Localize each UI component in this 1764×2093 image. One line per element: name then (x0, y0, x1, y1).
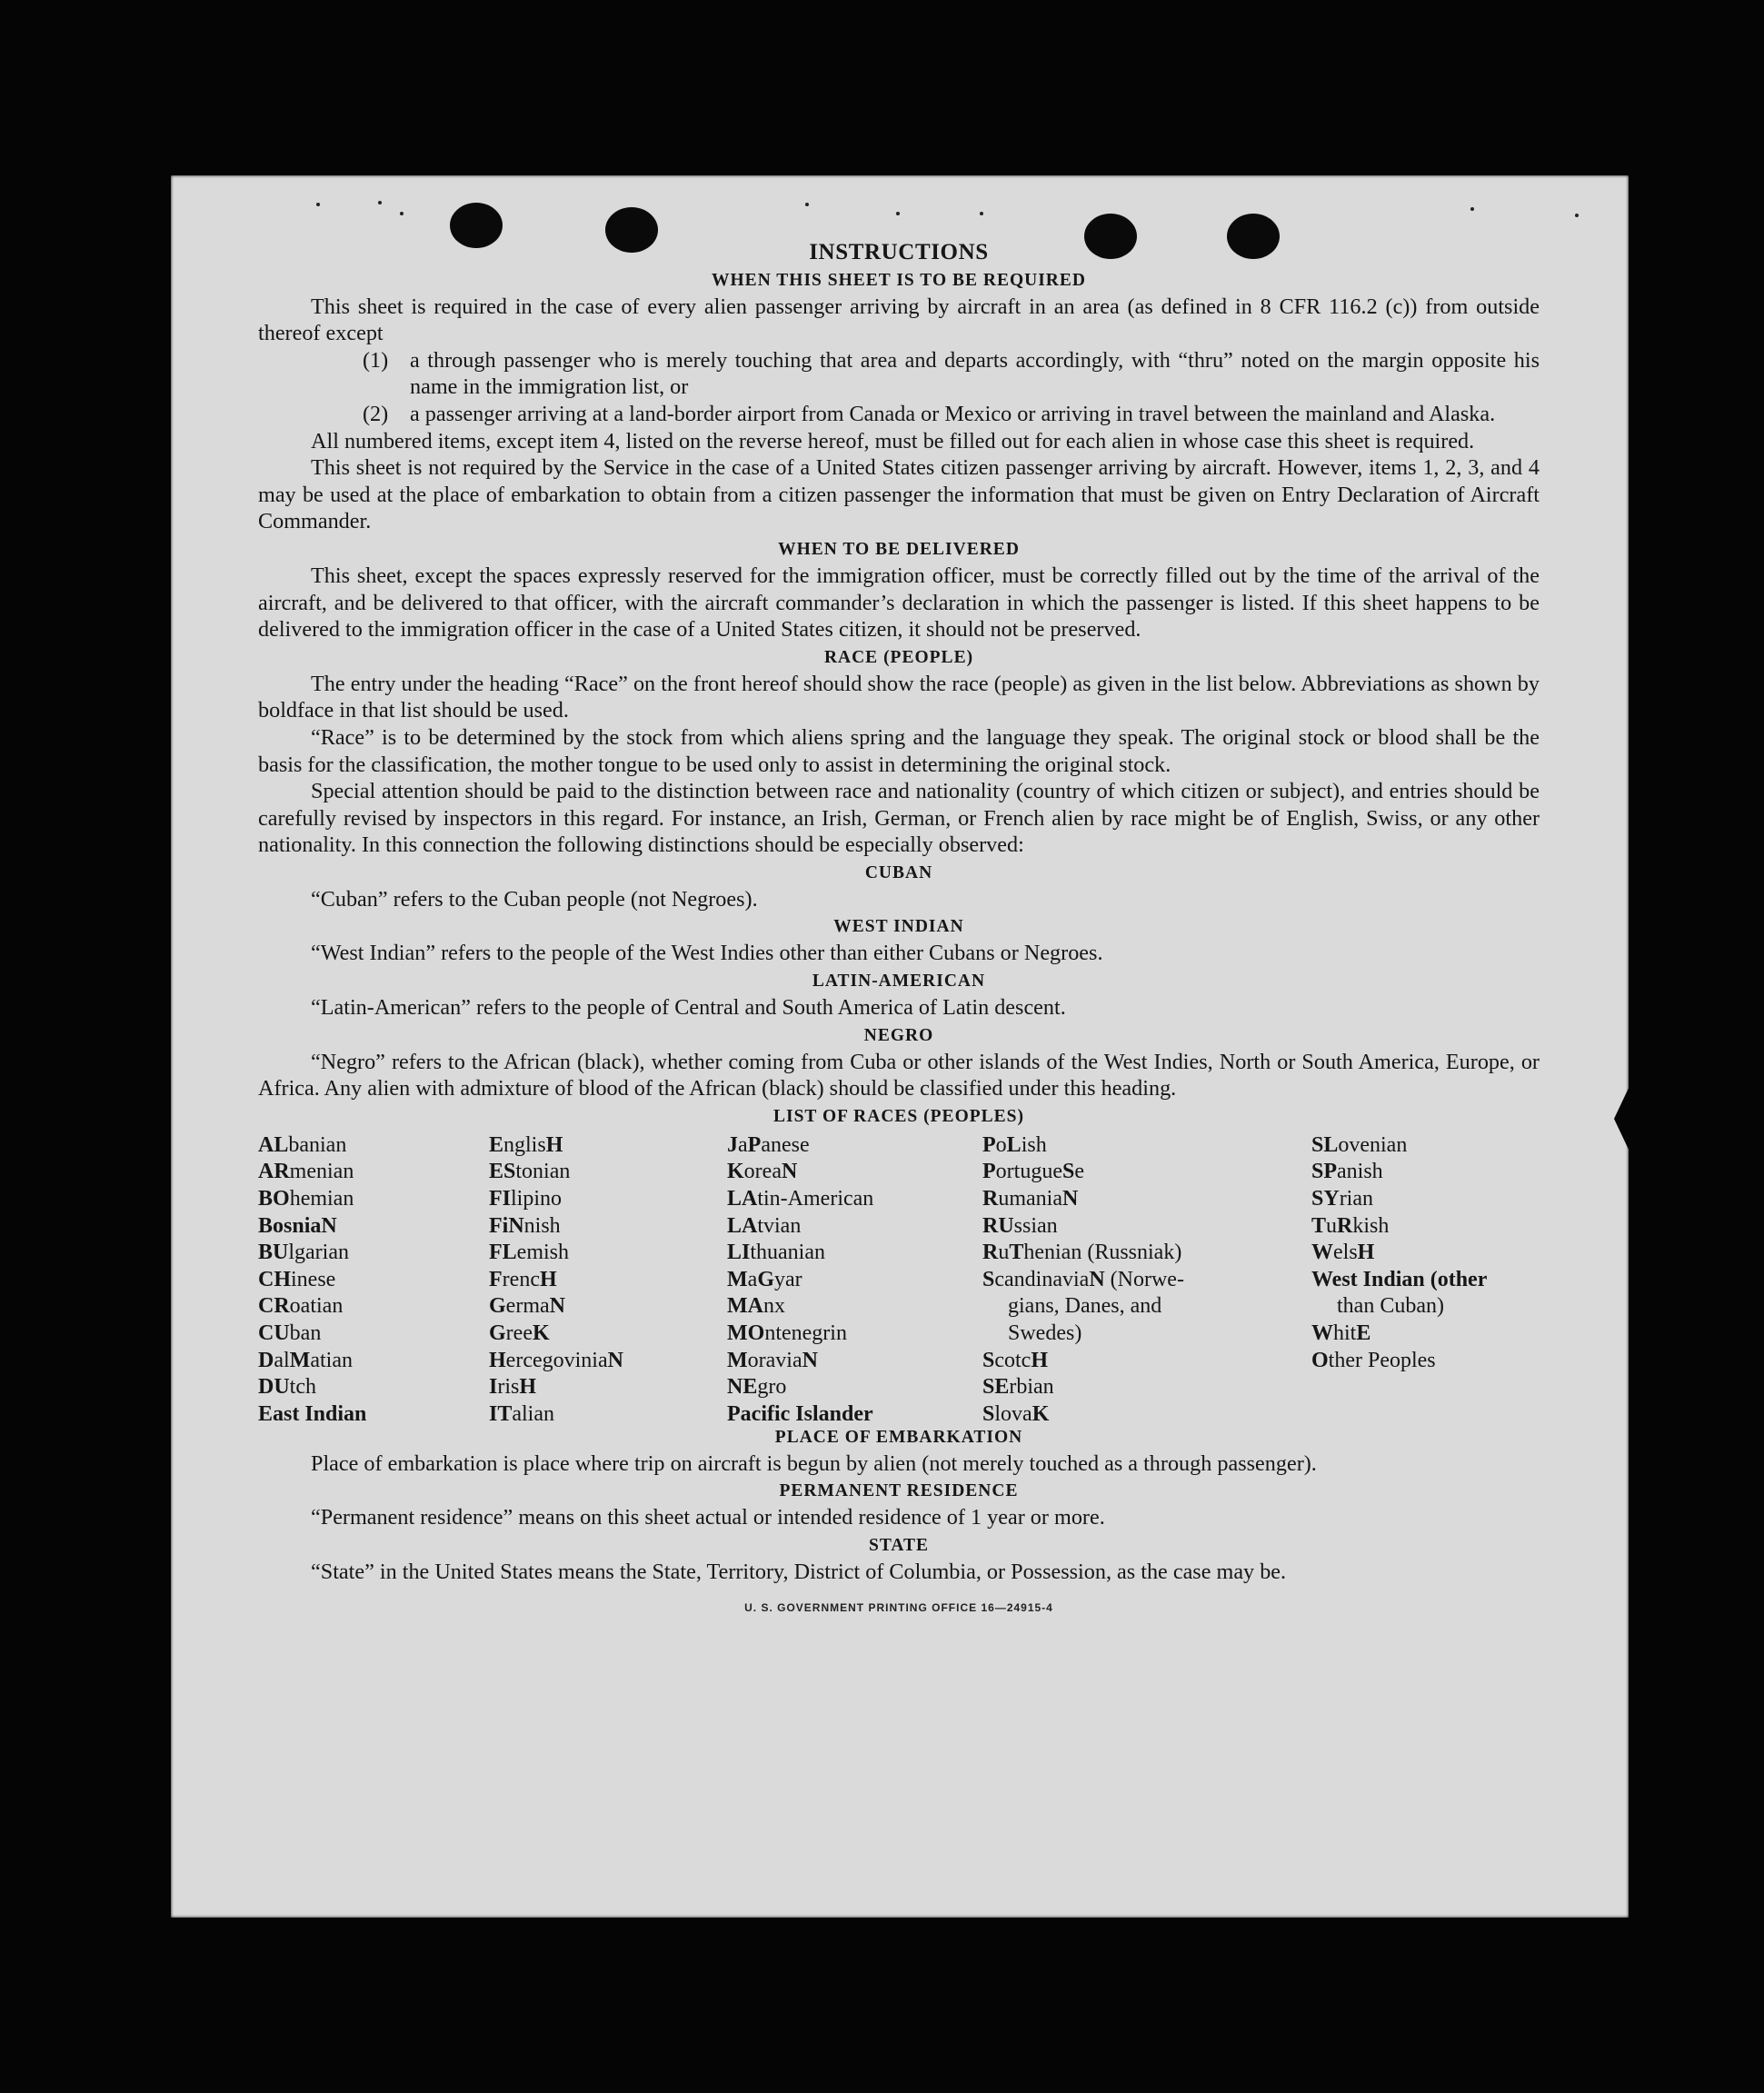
race-entry (982, 1374, 1184, 1401)
race-text: gro (757, 1375, 787, 1400)
race-entry (1311, 1348, 1487, 1375)
race-abbrev: S (982, 1348, 995, 1372)
race-entry (258, 1186, 366, 1213)
race-entry (982, 1240, 1184, 1267)
race-entry (727, 1240, 873, 1267)
race-abbrev: SY (1311, 1187, 1340, 1211)
race-text: oatian (289, 1294, 344, 1319)
paragraph: “State” in the United States means the State, Territory, District of Columbia, or Possession, as the case may be. (311, 1560, 1287, 1585)
race-abbrev: FL (489, 1241, 517, 1265)
list-item (258, 401, 1540, 428)
race-abbrev: M (727, 1267, 748, 1291)
section-heading: PLACE OF EMBARKATION (774, 1427, 1023, 1447)
race-entry (982, 1267, 1184, 1294)
race-text: orea (743, 1160, 782, 1184)
race-abbrev: SP (1311, 1160, 1338, 1184)
race-text: ree (505, 1321, 533, 1345)
race-abbrev: M (289, 1348, 311, 1372)
page-notch (1614, 1084, 1630, 1153)
race-entry (489, 1213, 623, 1241)
paragraph: This sheet is required in the case of every alien passenger arriving by aircraft in an area (as defined in 8 CFR 116.2 (c)) from outside thereof except (258, 294, 1540, 346)
race-abbrev: SL (1311, 1132, 1339, 1157)
race-abbrev: CR (258, 1294, 290, 1319)
race-entry (982, 1159, 1184, 1186)
race-text: candinavia (994, 1267, 1090, 1291)
race-abbrev: MO (727, 1321, 765, 1345)
races-column (727, 1132, 873, 1429)
speck (400, 212, 404, 215)
race-abbrev: MA (727, 1294, 763, 1319)
race-entry (489, 1348, 623, 1375)
race-text: ban (289, 1321, 322, 1345)
race-abbrev: K (1031, 1401, 1050, 1426)
race-text: thuanian (750, 1241, 825, 1265)
race-entry (982, 1401, 1184, 1429)
race-entry (258, 1374, 366, 1401)
races-column (258, 1132, 366, 1429)
race-entry (727, 1401, 873, 1429)
race-text: a (738, 1132, 748, 1157)
race-abbrev: FI (489, 1187, 511, 1211)
race-abbrev: BO (258, 1187, 290, 1211)
race-abbrev: W (1311, 1321, 1333, 1345)
section-heading: CUBAN (864, 862, 933, 882)
race-entry (1311, 1321, 1487, 1348)
race-text: lova (994, 1401, 1032, 1426)
paragraph: This sheet is not required by the Service in the case of a United States citizen passenger arriving by aircraft. However, items 1, 2, 3, and 4 may be used at the place of embarkation to obtain from a citizen passenger the information that must be given on Entry Declaration of Aircraft Commander. (258, 455, 1540, 534)
paragraph: “West Indian” refers to the people of the West Indies other than either Cubans or Negroes. (311, 941, 1103, 966)
race-abbrev: H (545, 1132, 563, 1157)
section-heading: WHEN TO BE DELIVERED (778, 539, 1020, 559)
race-abbrev: N (549, 1294, 565, 1319)
paragraph: “Negro” refers to the African (black), whether coming from Cuba or other islands of the West Indies, North or South America, Europe, or Africa. Any alien with admixture of blood of the African (black) should be classified under this heading. (258, 1049, 1540, 1101)
race-abbrev: DU (258, 1375, 290, 1400)
race-abbrev: K (727, 1160, 744, 1184)
race-abbrev: G (489, 1321, 506, 1345)
race-entry (258, 1321, 366, 1348)
race-entry (1311, 1267, 1487, 1294)
race-abbrev: N (508, 1213, 524, 1238)
race-entry (982, 1321, 1184, 1348)
race-abbrev: R (982, 1187, 999, 1211)
race-text: kish (1352, 1213, 1390, 1238)
race-text: banian (288, 1132, 347, 1157)
race-abbrev: AR (258, 1160, 290, 1184)
race-abbrev: CU (258, 1321, 290, 1345)
race-text: renc (502, 1267, 540, 1291)
race-abbrev: H (1357, 1241, 1375, 1265)
race-abbrev: J (727, 1132, 738, 1157)
race-text: ovenian (1338, 1132, 1408, 1157)
race-abbrev: H (519, 1375, 537, 1400)
race-entry (258, 1293, 366, 1321)
race-text: nish (523, 1213, 561, 1238)
race-abbrev: East Indian (258, 1401, 367, 1426)
race-text: nx (762, 1294, 785, 1319)
race-text: lgarian (288, 1241, 349, 1265)
race-text: anish (1337, 1160, 1383, 1184)
speck (805, 203, 809, 206)
race-entry (258, 1159, 366, 1186)
race-text: umania (998, 1187, 1062, 1211)
race-abbrev: LA (727, 1213, 758, 1238)
race-entry (1311, 1159, 1487, 1186)
race-entry (489, 1159, 623, 1186)
race-entry (727, 1348, 873, 1375)
speck (1470, 207, 1474, 211)
race-abbrev: S (1061, 1160, 1075, 1184)
race-abbrev: E (489, 1132, 504, 1157)
document-page (171, 175, 1629, 1918)
race-text: anese (761, 1132, 810, 1157)
race-text: gians, Danes, and (1008, 1294, 1162, 1319)
race-abbrev: N (321, 1213, 337, 1238)
paragraph: “Race” is to be determined by the stock from which aliens spring and the language they speak. The original stock or blood shall be the basis for the classification, the mother tongue to be used only to assist in determining the original stock. (258, 724, 1540, 777)
race-text: oravia (747, 1348, 802, 1372)
race-text: ntenegrin (764, 1321, 847, 1345)
race-text: rbian (1009, 1375, 1054, 1400)
race-text: al (274, 1348, 290, 1372)
race-text: u (1326, 1213, 1338, 1238)
section-heading: LATIN-AMERICAN (812, 972, 986, 992)
race-entry (727, 1321, 873, 1348)
race-entry (489, 1374, 623, 1401)
race-entry (982, 1348, 1184, 1375)
speck (378, 201, 382, 204)
race-entry (982, 1186, 1184, 1213)
race-text: inese (291, 1267, 336, 1291)
speck (1575, 214, 1579, 217)
section-heading: WEST INDIAN (833, 917, 964, 937)
race-abbrev: E (1356, 1321, 1371, 1345)
race-text: e (1074, 1160, 1084, 1184)
paragraph: “Latin-American” refers to the people of Central and South America of Latin descent. (311, 995, 1066, 1021)
race-text: tonian (515, 1160, 571, 1184)
paragraph: “Cuban” refers to the Cuban people (not Negroes). (311, 886, 758, 912)
race-text: hemian (289, 1187, 354, 1211)
race-text: u (998, 1241, 1010, 1265)
races-column (1311, 1132, 1487, 1374)
race-abbrev: I (489, 1375, 498, 1400)
race-text: alian (512, 1401, 554, 1426)
speck (896, 212, 900, 215)
race-entry (982, 1132, 1184, 1160)
race-abbrev: S (982, 1267, 995, 1291)
section-heading: STATE (868, 1536, 930, 1556)
race-entry (1311, 1213, 1487, 1241)
race-abbrev: N (1061, 1187, 1079, 1211)
race-abbrev: N (1089, 1267, 1105, 1291)
race-entry (727, 1186, 873, 1213)
race-text: ortugue (995, 1160, 1062, 1184)
race-text: lipino (511, 1187, 563, 1211)
race-text: atian (310, 1348, 353, 1372)
race-abbrev: H (1031, 1348, 1049, 1372)
section-heading: RACE (PEOPLE) (823, 647, 974, 667)
race-entry (1311, 1186, 1487, 1213)
race-text: ssian (1013, 1213, 1058, 1238)
race-entry (1311, 1132, 1487, 1160)
item-text: a passenger arriving at a land-border airport from Canada or Mexico or arriving in travel between the mainland and Alaska. (410, 401, 1496, 426)
race-text: tvian (757, 1213, 802, 1238)
race-abbrev: RU (982, 1213, 1014, 1238)
race-entry (489, 1401, 623, 1429)
race-entry (489, 1186, 623, 1213)
printer-imprint: U. S. GOVERNMENT PRINTING OFFICE 16—24915-4 (744, 1600, 1053, 1614)
race-abbrev: N (802, 1348, 818, 1372)
race-abbrev: SE (982, 1375, 1010, 1400)
race-entry (727, 1159, 873, 1186)
race-abbrev: AL (258, 1132, 289, 1157)
instructions-content (258, 239, 1540, 1621)
race-abbrev: G (757, 1267, 774, 1291)
races-column (489, 1132, 623, 1429)
race-abbrev: NE (727, 1375, 758, 1400)
race-text: henian (Russniak) (1023, 1241, 1182, 1265)
race-abbrev: H (489, 1348, 506, 1372)
race-abbrev: P (747, 1132, 762, 1157)
section-heading: WHEN THIS SHEET IS TO BE REQUIRED (712, 270, 1086, 290)
race-entry (982, 1293, 1184, 1321)
speck (980, 212, 983, 215)
race-abbrev: K (532, 1321, 550, 1345)
race-entry (727, 1132, 873, 1160)
race-abbrev: R (982, 1241, 999, 1265)
race-entry (258, 1267, 366, 1294)
race-abbrev: N (781, 1160, 798, 1184)
race-text: emish (516, 1241, 569, 1265)
race-abbrev: CH (258, 1267, 291, 1291)
race-abbrev: S (982, 1401, 995, 1426)
race-abbrev: N (607, 1348, 623, 1372)
race-text: tch (289, 1375, 316, 1400)
race-text: ish (1021, 1132, 1047, 1157)
race-text: than Cuban) (1337, 1294, 1444, 1319)
race-abbrev: P (982, 1160, 996, 1184)
race-entry (1311, 1240, 1487, 1267)
race-entry (489, 1132, 623, 1160)
race-abbrev: D (258, 1348, 274, 1372)
race-text: o (995, 1132, 1007, 1157)
race-text: cotc (994, 1348, 1031, 1372)
race-abbrev: West Indian (1311, 1267, 1425, 1291)
race-text: (Norwe- (1104, 1267, 1184, 1291)
race-abbrev: L (1006, 1132, 1022, 1157)
section-heading: PERMANENT RESIDENCE (779, 1481, 1019, 1501)
race-text: nglis (503, 1132, 546, 1157)
race-entry (727, 1293, 873, 1321)
race-entry (489, 1240, 623, 1267)
race-text: ercegovinia (505, 1348, 608, 1372)
race-text: menian (289, 1160, 354, 1184)
race-abbrev: W (1311, 1241, 1333, 1265)
race-abbrev: F (489, 1267, 503, 1291)
paragraph: Special attention should be paid to the distinction between race and nationality (country of which citizen or subject), and entries should be carefully revised by inspectors in this regard. For instance, an Irish, German, or French alien by race might be of English, Swiss, or any other nationality. In this connection the following distinctions should be especially observed: (258, 779, 1540, 858)
race-entry (727, 1213, 873, 1241)
race-entry (258, 1213, 366, 1241)
race-abbrev: IT (489, 1401, 513, 1426)
item-number: (1) (363, 347, 389, 373)
race-entry (489, 1321, 623, 1348)
race-abbrev: H (539, 1267, 557, 1291)
race-abbrev: ES (489, 1160, 516, 1184)
race-abbrev: LA (727, 1187, 758, 1211)
race-text: rian (1339, 1187, 1373, 1211)
race-abbrev: P (982, 1132, 996, 1157)
race-entry (258, 1348, 366, 1375)
race-abbrev: M (727, 1348, 748, 1372)
races-column (982, 1132, 1184, 1429)
race-abbrev: G (489, 1294, 506, 1319)
race-abbrev: T (1311, 1213, 1327, 1238)
race-entry (258, 1132, 366, 1160)
race-entry (727, 1267, 873, 1294)
list-item (258, 347, 1540, 401)
paragraph: “Permanent residence” means on this sheet actual or intended residence of 1 year or more. (311, 1505, 1105, 1530)
item-number: (2) (363, 401, 389, 426)
race-text: tin-American (757, 1187, 874, 1211)
section-heading: LIST OF RACES (PEOPLES) (772, 1106, 1024, 1126)
section-heading: NEGRO (863, 1025, 934, 1045)
paragraph: All numbered items, except item 4, listed on the reverse hereof, must be filled out for each alien in whose case this sheet is required. (311, 428, 1475, 453)
race-abbrev: O (1311, 1348, 1329, 1372)
races-list (258, 1132, 1540, 1426)
paragraph: The entry under the heading “Race” on the front hereof should show the race (people) as given in the list below. Abbreviations as shown by boldface in that list should be used. (258, 671, 1540, 723)
race-entry (727, 1374, 873, 1401)
race-text: hit (1333, 1321, 1357, 1345)
race-text: els (1333, 1241, 1358, 1265)
race-abbrev: Pacific Islander (727, 1401, 873, 1426)
race-entry (1311, 1293, 1487, 1321)
item-text: a through passenger who is merely touching that area and departs accordingly, with “thru” noted on the margin opposite his name in the immigration list, or (410, 347, 1540, 400)
paragraph: Place of embarkation is place where trip on aircraft is begun by alien (not merely touched as a through passenger). (311, 1450, 1317, 1476)
race-text: yar (773, 1267, 802, 1291)
race-entry (258, 1240, 366, 1267)
race-abbrev: Bosnia (258, 1213, 322, 1238)
race-text: a (747, 1267, 758, 1291)
race-text: Swedes) (1008, 1321, 1082, 1345)
race-abbrev: Fi (489, 1213, 509, 1238)
race-text: ther Peoples (1328, 1348, 1436, 1372)
race-entry (258, 1401, 366, 1429)
page-title: INSTRUCTIONS (809, 240, 989, 264)
race-entry (489, 1267, 623, 1294)
race-text: erma (505, 1294, 550, 1319)
speck (316, 203, 320, 206)
race-entry (982, 1213, 1184, 1241)
race-abbrev: T (1009, 1241, 1024, 1265)
race-abbrev: R (1337, 1213, 1353, 1238)
race-abbrev: (other (1424, 1267, 1488, 1291)
paragraph: This sheet, except the spaces expressly reserved for the immigration officer, must be correctly filled out by the time of the arrival of the aircraft, and be delivered to that officer, with the aircraft commander’s declaration in which the passenger is listed. If this sheet happens to be delivered to the immigration officer in the case of a United States citizen, it should not be preserved. (258, 563, 1540, 643)
race-text: ris (497, 1375, 520, 1400)
race-abbrev: LI (727, 1241, 751, 1265)
race-entry (489, 1293, 623, 1321)
race-abbrev: BU (258, 1241, 289, 1265)
